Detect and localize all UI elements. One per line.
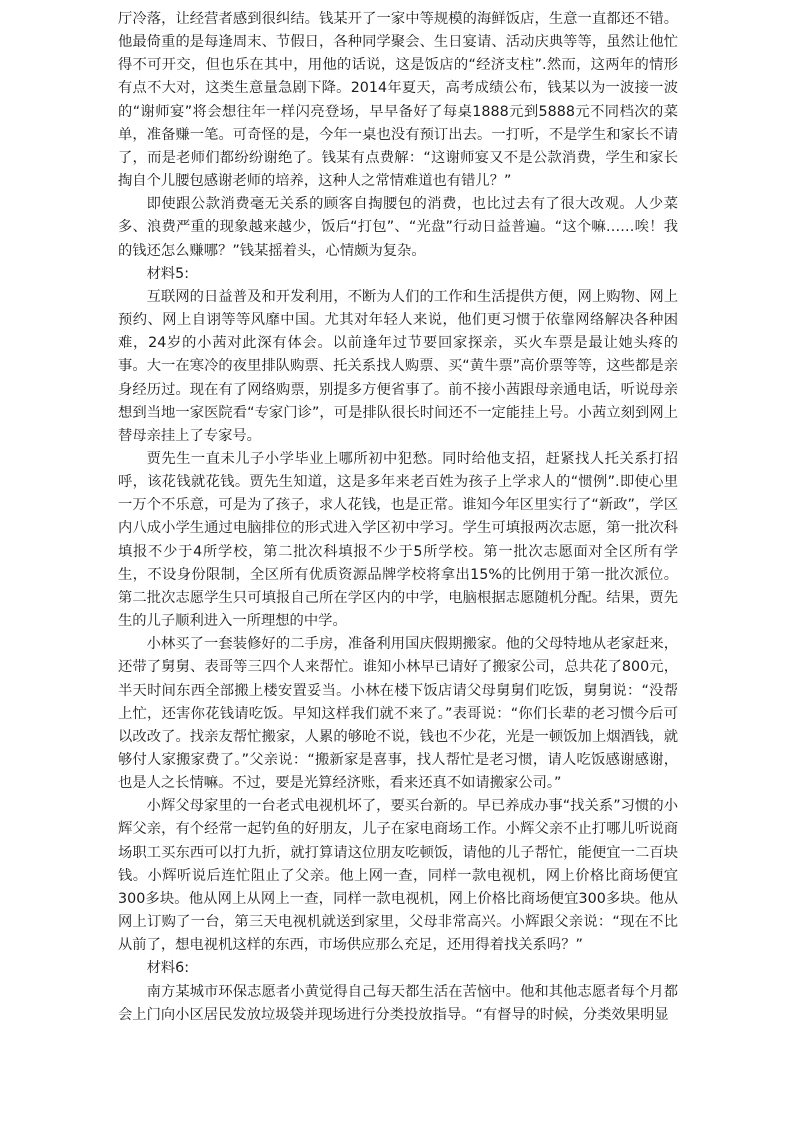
section-heading-material-5: 材料5: bbox=[146, 265, 190, 282]
paragraph-2: 即使跟公款消费毫无关系的顾客自掏腰包的消费，也比过去有了很大改观。人少菜多、浪费严重的现象越来越少，饭后“打包”、“光盘”行动日益普遍。“这个嘛……唉！我的钱还怎么赚哪？”钱某摇着头，心情颇为复杂。 bbox=[118, 196, 678, 259]
paragraph-5: 小林买了一套装修好的二手房，准备利用国庆假期搬家。他的父母特地从老家赶来，还带了舅舅、表哥等三四个人来帮忙。谁知小林早已请好了搬家公司，总共花了800元，半天时间东西全部搬上楼安置妥当。小林在楼下饭店请父母舅舅们吃饭，舅舅说：“没帮上忙，还害你花钱请吃饭。早知这样我们就不来了。”表哥说：“你们长辈的老习惯今后可以改改了。找亲友帮忙搬家，人累的够呛不说，钱也不少花，光是一顿饭加上烟酒钱，就够付人家搬家费了。”父亲说：“搬新家是喜事，找人帮忙是老习惯，请人吃饭感谢感谢，也是人之长情嘛。不过，要是光算经济账，看来还真不如请搬家公司。” bbox=[118, 636, 678, 792]
paragraph-3: 互联网的日益普及和开发利用，不断为人们的工作和生活提供方便，网上购物、网上预约、网上自诩等等风靡中国。尤其对年轻人来说，他们更习惯于依靠网络解决各种困难，24岁的小茜对此深有体会。以前逢年过节要回家探亲，买火车票是最让她头疼的事。大一在寒冷的夜里排队购票、托关系找人购票、买“黄牛票”高价票等等，这些都是亲身经历过。现在有了网络购票，别提多方便省事了。前不接小茜跟母亲通电话，听说母亲想到当地一家医院看“专家门诊”，可是排队很长时间还不一定能挂上号。小茜立刻到网上替母亲挂上了专家号。 bbox=[118, 288, 678, 444]
paragraph-6: 小辉父母家里的一台老式电视机坏了，要买台新的。早已养成办事“找关系”习惯的小辉父亲，有个经常一起钓鱼的好朋友，儿子在家电商场工作。小辉父亲不止打哪儿听说商场职工买东西可以打九折，就打算请这位朋友吃顿饭，请他的儿子帮忙，能便宜一二百块钱。小辉听说后连忙阻止了父亲。他上网一查，同样一款电视机，网上价格比商场便宜300多块。他从网上从网上一查，同样一款电视机，网上价格比商场便宜300多块。他从网上订购了一台，第三天电视机就送到家里，父母非常高兴。小辉跟父亲说：“现在不比从前了，想电视机这样的东西，市场供应那么充足，还用得着找关系吗？” bbox=[118, 798, 678, 954]
paragraph-4: 贾先生一直未儿子小学毕业上哪所初中犯愁。同时给他支招，赶紧找人托关系打招呼，该花钱就花钱。贾先生知道，这是多年来老百姓为孩子上学求人的“惯例”.即使心里一万个不乐意，可是为了孩子，求人花钱，也是正常。谁知今年区里实行了“新政”，学区内八成小学生通过电脑排位的形式进入学区初中学习。学生可填报两次志愿，第一批次科填报不少于4所学校，第二批次科填报不少于5所学校。第一批次志愿面对全区所有学生，不设身份限制，全区所有优质资源品牌学校将拿出15%的比例用于第一批次派位。第二批次志愿学生只可填报自己所在学区内的中学，电脑根据志愿随机分配。结果，贾先生的儿子顺利进入一所理想的中学。 bbox=[118, 450, 678, 630]
section-heading-material-6: 材料6: bbox=[146, 960, 190, 977]
document-page bbox=[118, 8, 678, 1027]
paragraph-1: 厅冷落，让经营者感到很纠结。钱某开了一家中等规模的海鲜饭店，生意一直都还不错。他最倚重的是每逢周末、节假日，各种同学聚会、生日宴请、活动庆典等等，虽然让他忙得不可开交，但也乐在其中，用他的话说，这是饭店的“经济支柱”.然而，这两年的情形有点不大对，这类生意量急剧下降。2014年夏天，高考成绩公布，钱某以为一波接一波的“谢师宴”将会想往年一样闪亮登场，早早备好了每桌1888元到5888元不同档次的菜单，准备赚一笔。可奇怪的是，今年一桌也没有预订出去。一打听，不是学生和家长不请了，而是老师们都纷纷谢绝了。钱某有点费解：“这谢师宴又不是公款消费，学生和家长掏自个儿腰包感谢老师的培养，这种人之常情难道也有错儿？” bbox=[118, 11, 678, 190]
paragraph-7: 南方某城市环保志愿者小黄觉得自己每天都生活在苦恼中。他和其他志愿者每个月都会上门向小区居民发放垃圾袋并现场进行分类投放指导。“有督导的时候，分类效果明显 bbox=[118, 983, 678, 1023]
